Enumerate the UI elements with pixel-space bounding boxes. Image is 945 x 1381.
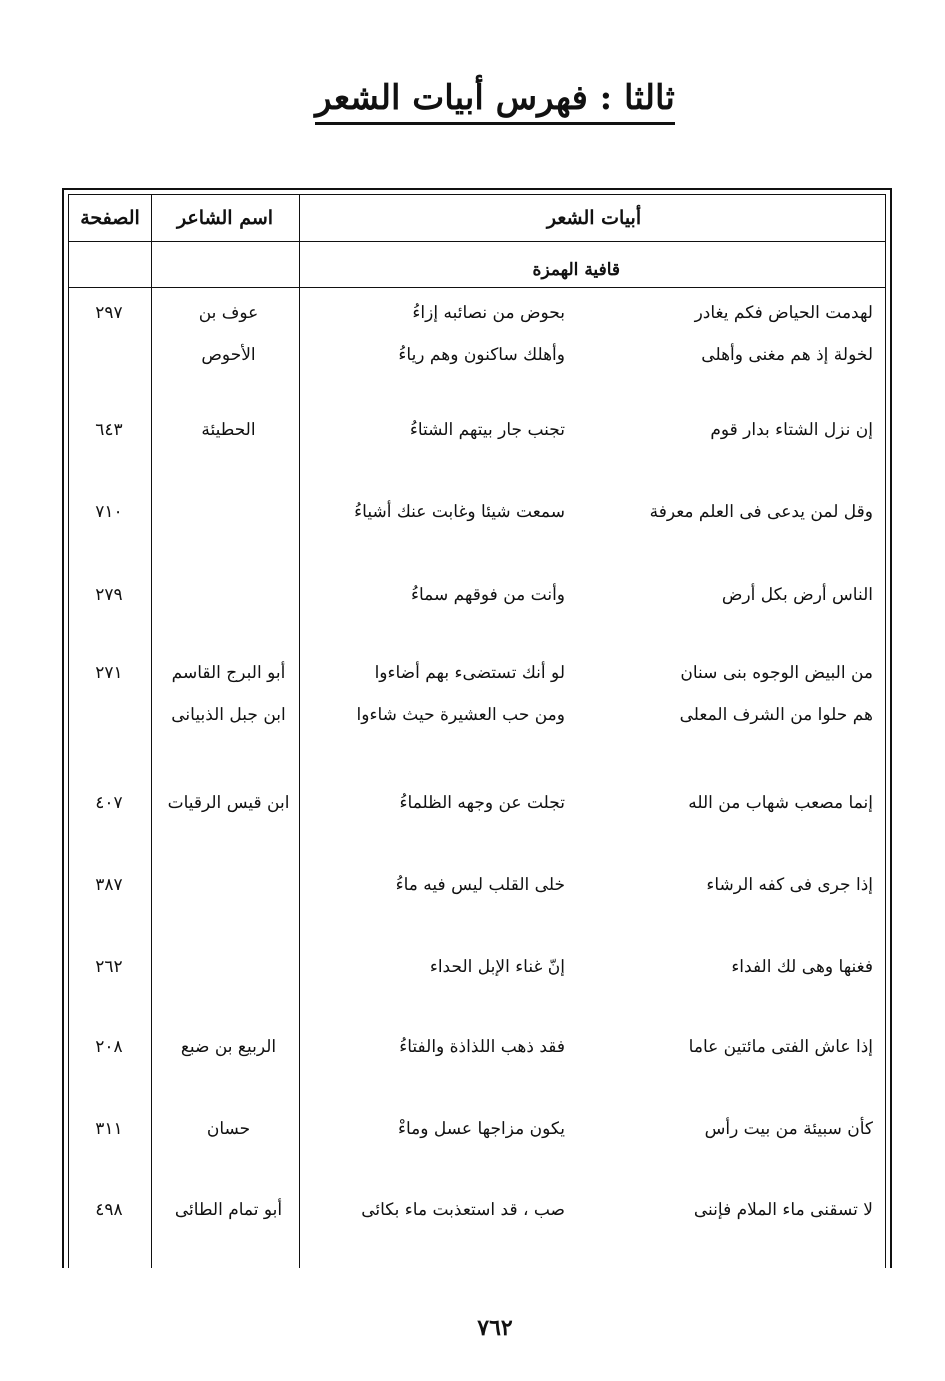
poet-name: أبو البرج القاسم: [171, 663, 286, 683]
page-ref: ٢٠٨: [95, 1037, 123, 1057]
verse-second-hemistich: يكون مزاجها عسل وماءْ: [397, 1119, 565, 1139]
poet-name: الربيع بن ضبع: [180, 1037, 277, 1057]
poet-name: ابن قيس الرقيات: [167, 793, 290, 813]
verse-first-hemistich: إن نزل الشتاء بدار قوم: [710, 420, 873, 440]
verse-first-hemistich: لهدمت الحياض فكم يغادر: [694, 303, 873, 323]
section-divider: [69, 287, 885, 288]
page-ref: ٧١٠: [95, 502, 123, 522]
verse-second-hemistich: تجلت عن وجهه الظلماءُ: [399, 793, 565, 813]
verse-first-hemistich: هم حلوا من الشرف المعلى: [679, 705, 873, 725]
poet-name: الأحوص: [201, 345, 256, 365]
verse-second-hemistich: وأنت من فوقهم سماءُ: [410, 585, 565, 605]
verse-second-hemistich: صب ، قد استعذبت ماء بكائى: [361, 1200, 565, 1220]
poet-name: ابن جبل الذبيانى: [171, 705, 286, 725]
verse-first-hemistich: من البيض الوجوه بنى سنان: [680, 663, 873, 683]
header-poet: اسم الشاعر: [176, 207, 274, 229]
page-number: ٧٦٢: [477, 1315, 513, 1341]
verse-first-hemistich: الناس أرض بكل أرض: [721, 585, 873, 605]
page-ref: ٢٧١: [95, 663, 123, 683]
page-ref: ٤٠٧: [95, 793, 123, 813]
verse-first-hemistich: إذا جرى فى كفه الرشاء: [706, 875, 873, 895]
verse-second-hemistich: سمعت شيئا وغابت عنك أشياءُ: [354, 502, 565, 522]
verse-second-hemistich: ومن حب العشيرة حيث شاءوا: [356, 705, 565, 725]
verse-first-hemistich: لخولة إذ هم مغنى وأهلى: [701, 345, 873, 365]
verse-second-hemistich: فقد ذهب اللذاذة والفتاءُ: [399, 1037, 565, 1057]
verse-second-hemistich: خلى القلب ليس فيه ماءُ: [395, 875, 565, 895]
page-ref: ٣٨٧: [95, 875, 123, 895]
verse-second-hemistich: إنّ غناء الإبل الحداء: [429, 957, 565, 977]
header-page: الصفحة: [80, 207, 140, 229]
poet-name: عوف بن: [198, 303, 259, 323]
page-ref: ٤٩٨: [95, 1200, 123, 1220]
verse-first-hemistich: كأن سبيئة من بيت رأس: [704, 1119, 873, 1139]
verse-second-hemistich: لو أنك تستضىء بهم أضاءوا: [374, 663, 565, 683]
verse-first-hemistich: فغنها وهى لك الفداء: [731, 957, 873, 977]
page-ref: ٢٦٢: [95, 957, 123, 977]
verse-first-hemistich: إنما مصعب شهاب من الله: [688, 793, 873, 813]
poet-name: أبو تمام الطائى: [174, 1200, 283, 1220]
page-title: ثالثا : فهرس أبيات الشعر: [0, 78, 945, 118]
section-heading: قافية الهمزة: [532, 260, 620, 280]
column-divider-page: [151, 195, 152, 1268]
page-ref: ٢٩٧: [95, 303, 123, 323]
poet-name: الحطيئة: [201, 420, 256, 440]
header-divider: [69, 241, 885, 242]
verse-second-hemistich: تجنب جار بيتهم الشتاءُ: [409, 420, 565, 440]
verse-second-hemistich: بحوض من نصائبه إزاءُ: [412, 303, 565, 323]
verse-first-hemistich: وقل لمن يدعى فى العلم معرفة: [649, 502, 873, 522]
verses-index-table: [62, 188, 892, 1268]
header-verses: أبيات الشعر: [546, 207, 642, 229]
page-ref: ٢٧٩: [95, 585, 123, 605]
page-ref: ٣١١: [95, 1119, 123, 1139]
poet-name: حسان: [206, 1119, 251, 1139]
verse-second-hemistich: وأهلك ساكنون وهم رياءُ: [398, 345, 565, 365]
verse-first-hemistich: إذا عاش الفتى مائتين عاما: [688, 1037, 873, 1057]
page-ref: ٦٤٣: [95, 420, 123, 440]
verse-first-hemistich: لا تسقنى ماء الملام فإننى: [693, 1200, 873, 1220]
